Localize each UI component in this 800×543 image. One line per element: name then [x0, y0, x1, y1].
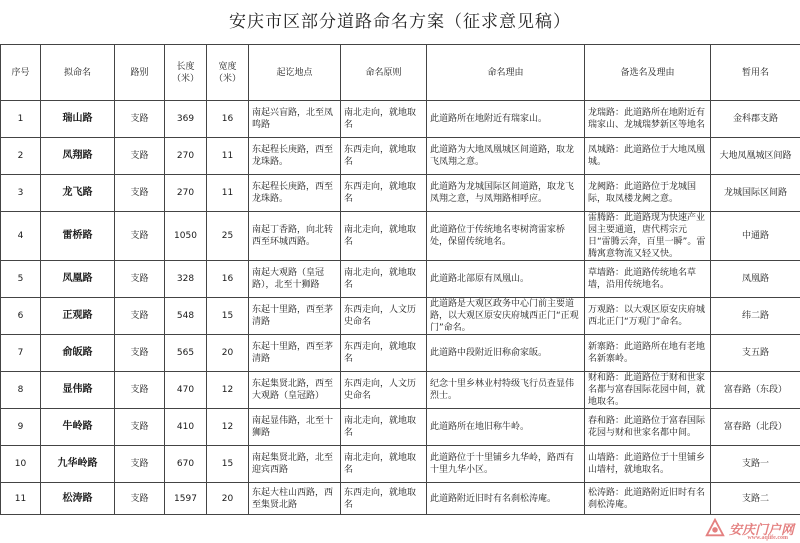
cell-no: 10: [1, 446, 41, 483]
cell-no: 9: [1, 409, 41, 446]
cell-endpoints: 东起十里路，西至茅清路: [249, 335, 341, 372]
cell-alternative: 草墙路：此道路传统地名草墙，沿用传统地名。: [585, 261, 711, 298]
cell-alternative: 雷腾路：此道路现为快速产业园主要通道，唐代樗宗元日“雷腾云奔，百里一瞬”。雷腾寓意物流又轻又快。: [585, 212, 711, 261]
cell-temp-name: 金科郡支路: [711, 101, 800, 138]
cell-reason: 此道路北部原有凤凰山。: [427, 261, 585, 298]
col-header-alternative: 备选名及理由: [585, 45, 711, 101]
cell-principle: 南北走向，就地取名: [341, 446, 427, 483]
cell-name: 俞皈路: [41, 335, 115, 372]
cell-reason: 此道路是大观区政务中心门前主要道路，以大观区原安庆府城西正门“正观门”命名。: [427, 298, 585, 335]
cell-no: 6: [1, 298, 41, 335]
cell-endpoints: 南起丁香路，向北转西至环城西路。: [249, 212, 341, 261]
col-header-width: 宽度（米）: [207, 45, 249, 101]
cell-endpoints: 东起十里路，西至茅清路: [249, 298, 341, 335]
cell-name: 龙飞路: [41, 175, 115, 212]
cell-width: 25: [207, 212, 249, 261]
cell-principle: 东西走向，就地取名: [341, 175, 427, 212]
col-header-type: 路别: [115, 45, 165, 101]
cell-alternative: 财和路：此道路位于财和世家名都与富春国际花园中间，就地取名。: [585, 372, 711, 409]
cell-temp-name: 支路二: [711, 483, 800, 515]
table-row: [1, 261, 800, 298]
cell-no: 4: [1, 212, 41, 261]
cell-reason: 此道路位于十里铺乡九华岭，路西有十里九华小区。: [427, 446, 585, 483]
cell-width: 16: [207, 261, 249, 298]
cell-alternative: 万观路：以大观区原安庆府城西北正门“万观门”命名。: [585, 298, 711, 335]
cell-alternative: 龙瑞路：此道路所在地附近有瑞家山、龙城瑞梦新区等地名: [585, 101, 711, 138]
cell-name: 雷桥路: [41, 212, 115, 261]
cell-length: 270: [165, 138, 207, 175]
cell-temp-name: 支路一: [711, 446, 800, 483]
cell-principle: 南北走向，就地取名: [341, 101, 427, 138]
cell-length: 270: [165, 175, 207, 212]
cell-type: 支路: [115, 372, 165, 409]
cell-name: 瑞山路: [41, 101, 115, 138]
cell-width: 20: [207, 335, 249, 372]
cell-temp-name: 大地凤凰城区间路: [711, 138, 800, 175]
cell-width: 20: [207, 483, 249, 515]
cell-reason: 此道路为龙城国际区间道路，取龙飞凤翔之意，与凤翔路相呼应。: [427, 175, 585, 212]
table-row: [1, 298, 800, 335]
cell-length: 565: [165, 335, 207, 372]
cell-type: 支路: [115, 298, 165, 335]
col-header-no: 序号: [1, 45, 41, 101]
col-header-length: 长度（米）: [165, 45, 207, 101]
cell-principle: 东西走向，就地取名: [341, 335, 427, 372]
table-row: [1, 483, 800, 515]
table-row: [1, 446, 800, 483]
cell-temp-name: 富春路（东段）: [711, 372, 800, 409]
cell-endpoints: 东起程长庚路，西至龙珠路。: [249, 175, 341, 212]
cell-alternative: 山墙路：此道路位于十里铺乡山墙村，就地取名。: [585, 446, 711, 483]
cell-temp-name: 富春路（北段）: [711, 409, 800, 446]
cell-no: 11: [1, 483, 41, 515]
cell-type: 支路: [115, 446, 165, 483]
cell-type: 支路: [115, 261, 165, 298]
watermark-url: www.aqlife.com: [747, 535, 788, 541]
cell-width: 11: [207, 138, 249, 175]
cell-no: 1: [1, 101, 41, 138]
cell-principle: 南北走向，就地取名: [341, 212, 427, 261]
cell-endpoints: 南起显伟路，北至十狮路: [249, 409, 341, 446]
table-row: [1, 212, 800, 261]
cell-endpoints: 南起兴盲路，北至凤鸣路: [249, 101, 341, 138]
table-row: [1, 138, 800, 175]
logo-mark-icon: [704, 517, 726, 539]
cell-no: 7: [1, 335, 41, 372]
table-row: [1, 409, 800, 446]
cell-temp-name: 支五路: [711, 335, 800, 372]
cell-temp-name: 龙城国际区间路: [711, 175, 800, 212]
cell-principle: 东西走向，就地取名: [341, 138, 427, 175]
cell-alternative: 松涛路：此道路附近旧时有名刹松涛庵。: [585, 483, 711, 515]
cell-length: 1050: [165, 212, 207, 261]
cell-width: 16: [207, 101, 249, 138]
col-header-reason: 命名理由: [427, 45, 585, 101]
cell-length: 548: [165, 298, 207, 335]
cell-alternative: 凤城路：此道路位于大地凤凰城。: [585, 138, 711, 175]
watermark-text: 安庆门户网: [728, 521, 794, 537]
cell-type: 支路: [115, 335, 165, 372]
cell-principle: 东西走向，就地取名: [341, 483, 427, 515]
table-row: [1, 175, 800, 212]
cell-reason: 此道路中段附近旧称俞家皈。: [427, 335, 585, 372]
cell-name: 牛岭路: [41, 409, 115, 446]
cell-endpoints: 东起大柱山西路，西至集贤北路: [249, 483, 341, 515]
col-header-name: 拟命名: [41, 45, 115, 101]
naming-table: [0, 44, 800, 515]
table-row: [1, 101, 800, 138]
cell-width: 15: [207, 298, 249, 335]
table-row: [1, 372, 800, 409]
cell-alternative: 龙阙路：此道路位于龙城国际，取凤楼龙阙之意。: [585, 175, 711, 212]
cell-endpoints: 南起集贤北路，北至迎宾西路: [249, 446, 341, 483]
cell-temp-name: 凤凰路: [711, 261, 800, 298]
cell-no: 8: [1, 372, 41, 409]
cell-name: 凤翔路: [41, 138, 115, 175]
cell-width: 12: [207, 372, 249, 409]
table-row: [1, 335, 800, 372]
cell-length: 670: [165, 446, 207, 483]
cell-width: 12: [207, 409, 249, 446]
cell-reason: 此道路所在地旧称牛岭。: [427, 409, 585, 446]
cell-endpoints: 东起程长庚路，西至龙珠路。: [249, 138, 341, 175]
cell-length: 470: [165, 372, 207, 409]
col-header-endpoints: 起讫地点: [249, 45, 341, 101]
cell-length: 1597: [165, 483, 207, 515]
cell-reason: 此道路为大地凤凰城区间道路，取龙飞凤翔之意。: [427, 138, 585, 175]
cell-no: 3: [1, 175, 41, 212]
cell-name: 显伟路: [41, 372, 115, 409]
cell-endpoints: 南起大观路（皇冠路），北至十狮路: [249, 261, 341, 298]
cell-principle: 南北走向，就地取名: [341, 261, 427, 298]
cell-alternative: 新寨路：此道路所在地有老地名新寨岭。: [585, 335, 711, 372]
cell-principle: 东西走向，人文历史命名: [341, 372, 427, 409]
cell-width: 15: [207, 446, 249, 483]
cell-length: 410: [165, 409, 207, 446]
cell-principle: 南北走向，就地取名: [341, 409, 427, 446]
cell-type: 支路: [115, 101, 165, 138]
cell-reason: 纪念十里乡林业村特级飞行员查显伟烈士。: [427, 372, 585, 409]
cell-no: 2: [1, 138, 41, 175]
cell-alternative: 春和路：此道路位于富春国际花园与财和世家名都中间。: [585, 409, 711, 446]
cell-reason: 此道路所在地附近有瑞家山。: [427, 101, 585, 138]
cell-name: 松涛路: [41, 483, 115, 515]
cell-temp-name: 纬二路: [711, 298, 800, 335]
watermark: [704, 517, 794, 539]
col-header-principle: 命名原则: [341, 45, 427, 101]
cell-type: 支路: [115, 483, 165, 515]
cell-temp-name: 中通路: [711, 212, 800, 261]
cell-name: 九华岭路: [41, 446, 115, 483]
cell-reason: 此道路位于传统地名枣树湾雷家桥处，保留传统地名。: [427, 212, 585, 261]
page-title: 安庆市区部分道路命名方案（征求意见稿）: [229, 12, 571, 32]
cell-reason: 此道路附近旧时有名刹松涛庵。: [427, 483, 585, 515]
cell-name: 正观路: [41, 298, 115, 335]
cell-type: 支路: [115, 409, 165, 446]
cell-name: 凤凰路: [41, 261, 115, 298]
cell-principle: 东西走向，人文历史命名: [341, 298, 427, 335]
cell-no: 5: [1, 261, 41, 298]
col-header-temp-name: 暂用名: [711, 45, 800, 101]
cell-type: 支路: [115, 175, 165, 212]
cell-length: 328: [165, 261, 207, 298]
cell-width: 11: [207, 175, 249, 212]
cell-endpoints: 东起集贤北路，西至大观路（皇冠路）: [249, 372, 341, 409]
header-row: [1, 45, 800, 101]
cell-length: 369: [165, 101, 207, 138]
cell-type: 支路: [115, 138, 165, 175]
cell-type: 支路: [115, 212, 165, 261]
